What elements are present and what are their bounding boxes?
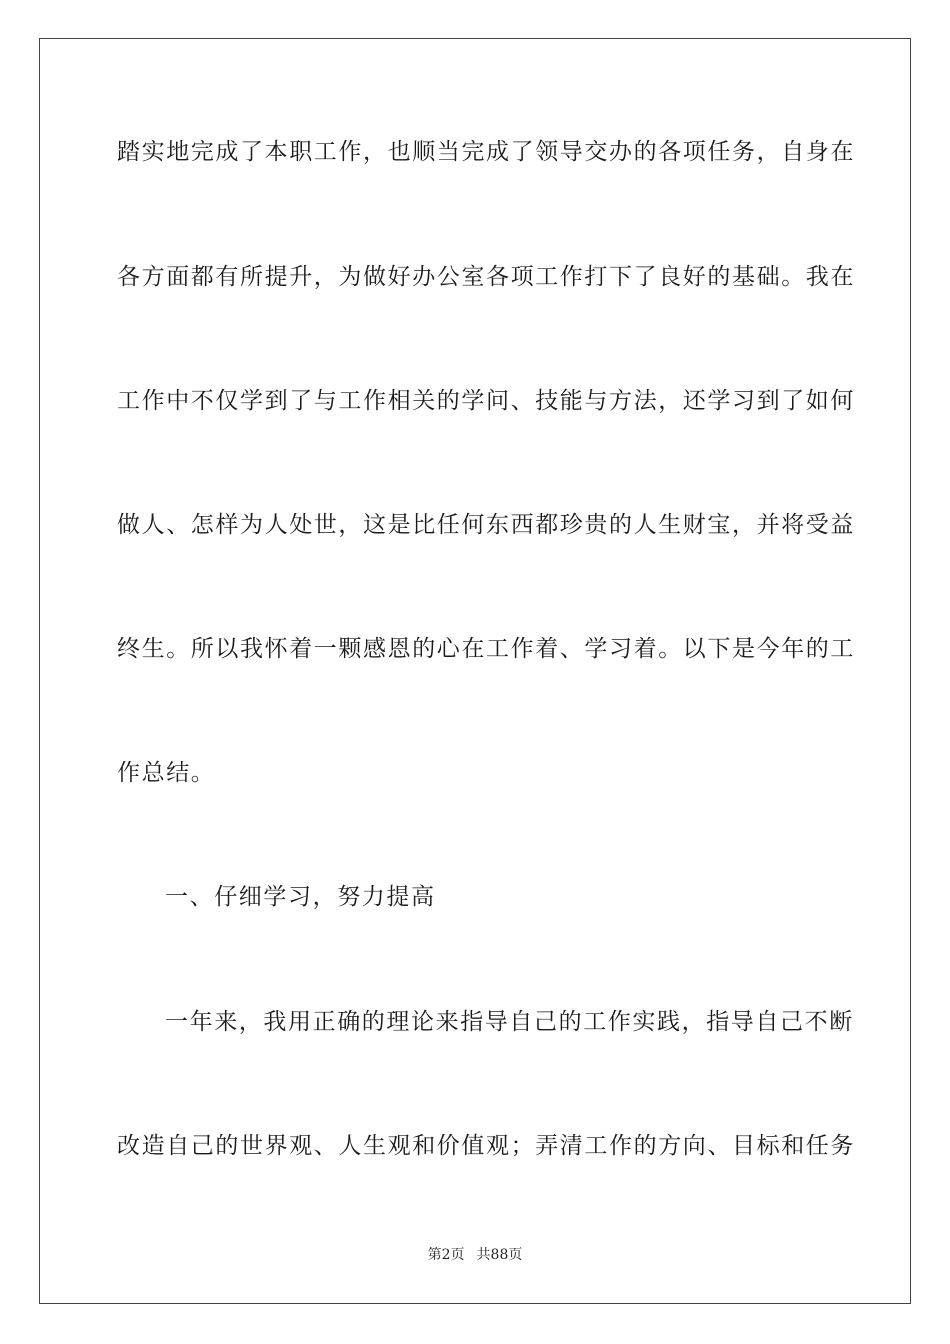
body-text-line: 做人、怎样为人处世，这是比任何东西都珍贵的人生财宝，并将受益 — [117, 512, 855, 538]
page-number: 第2页 — [427, 1247, 465, 1263]
body-text-line: 作总结。 — [117, 760, 216, 786]
body-text-line: 踏实地完成了本职工作，也顺当完成了领导交办的各项任务，自身在 — [117, 139, 855, 165]
body-text-line: 各方面都有所提升，为做好办公室各项工作打下了良好的基础。我在 — [117, 264, 855, 290]
page-total: 共88页 — [476, 1247, 523, 1263]
body-text-line: 一年来，我用正确的理论来指导自己的工作实践，指导自己不断 — [165, 1009, 854, 1035]
page-frame — [39, 38, 911, 1304]
body-text-line: 终生。所以我怀着一颗感恩的心在工作着、学习着。以下是今年的工 — [117, 636, 855, 662]
body-text-line: 改造自己的世界观、人生观和价值观；弄清工作的方向、目标和任务 — [117, 1133, 855, 1159]
page-footer — [0, 1246, 950, 1264]
body-text-line: 工作中不仅学到了与工作相关的学问、技能与方法，还学习到了如何 — [117, 388, 855, 414]
section-heading: 一、仔细学习，努力提高 — [165, 884, 436, 910]
